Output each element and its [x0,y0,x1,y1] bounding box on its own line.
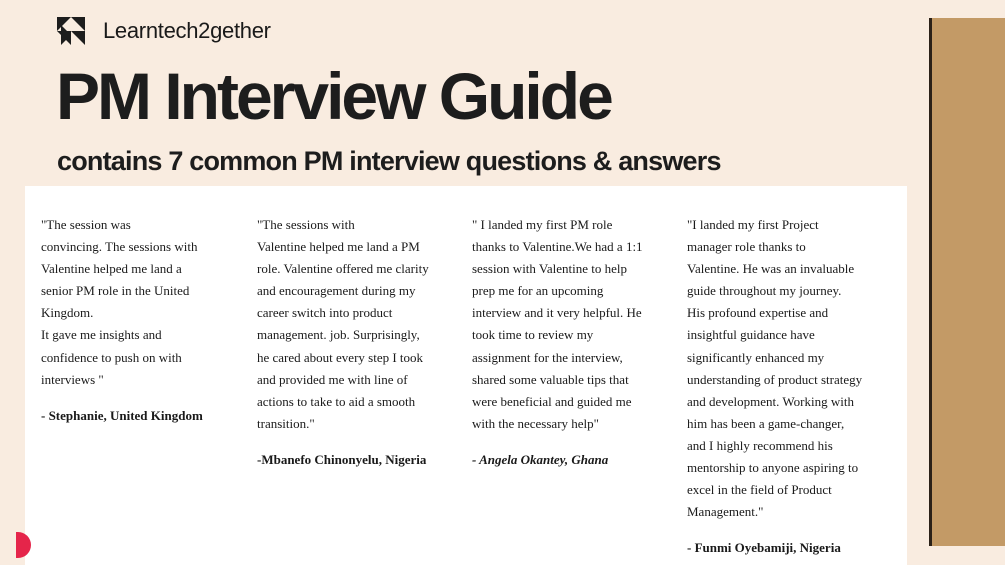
brand [57,17,271,45]
triangles-logo-icon [57,17,85,45]
side-panel [929,18,1005,546]
testimonial-item [687,214,887,559]
page-subtitle: contains 7 common PM interview questions & answers [57,146,721,176]
page-title: PM Interview Guide [56,59,611,133]
testimonial-author: - Funmi Oyebamiji, Nigeria [687,540,841,556]
testimonial-quote: "The session was convincing. The sessions with Valentine helped me land a senior PM role in the United Kingdom. It gave me insights and confidence to push on with interviews " [41,217,198,387]
testimonial-quote: "The sessions with Valentine helped me land a PM role. Valentine offered me clarity and encouragement during my career switch into product management. job. Surprisingly, he cared about every step I took and provided me with line of actions to take to aid a smooth transition." [257,217,429,431]
testimonial-item [472,214,672,471]
testimonial-quote: " I landed my first PM role thanks to Valentine.We had a 1:1 session with Valentine to help prep me for an upcoming interview and it very helpful. He took time to review my assignment for the interview, shared some valuable tips that were beneficial and guided me with the necessary help" [472,217,643,431]
testimonials-card [25,186,907,565]
testimonial-author: - Stephanie, United Kingdom [41,407,203,423]
brand-name: Learntech2gether [103,18,271,43]
testimonial-quote: "I landed my first Project manager role thanks to Valentine. He was an invaluable guide throughout my journey. His profound expertise and insightful guidance have significantly enhanced my understanding of product strategy and development. Working with him has been a game-changer, and I highly recommend his mentorship to anyone aspiring to excel in the field of Product Management." [687,217,863,520]
testimonial-author: -Mbanefo Chinonyelu, Nigeria [257,451,427,467]
testimonial-author: - Angela Okantey, Ghana [472,451,609,467]
testimonial-item [41,214,241,427]
testimonial-item [257,214,457,471]
